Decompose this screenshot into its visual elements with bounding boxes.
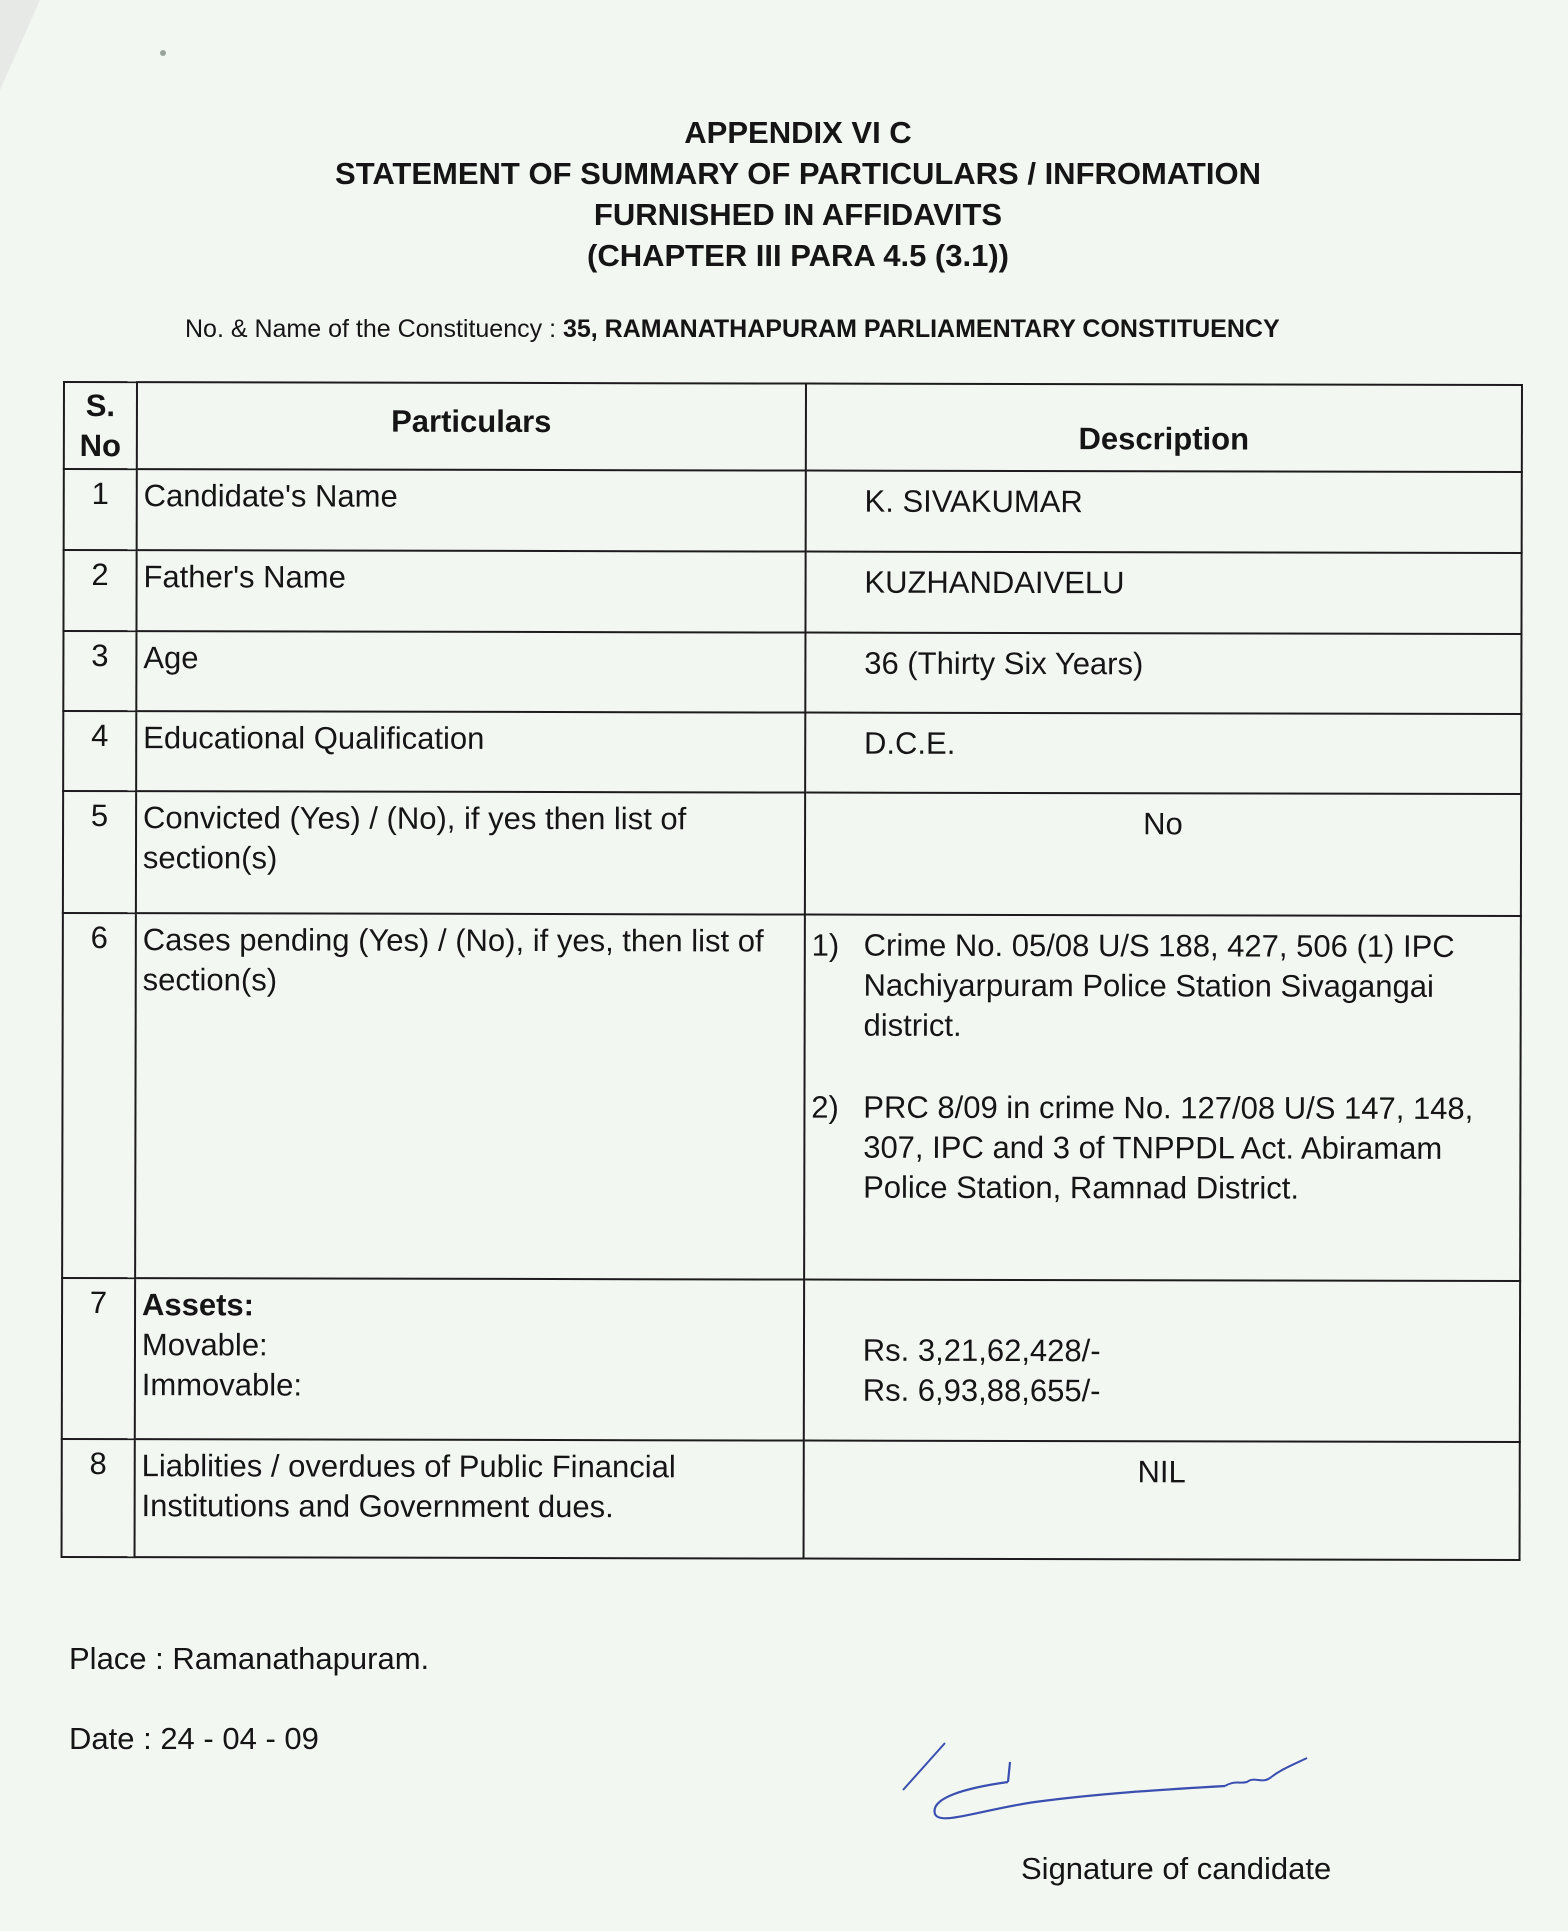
immovable-label: Immovable: — [141, 1367, 303, 1403]
row-sno: 4 — [63, 711, 136, 791]
case-number: 1) — [811, 927, 840, 963]
row-description: NIL — [803, 1441, 1519, 1560]
particulars-table — [61, 381, 1523, 1561]
movable-label: Movable: — [141, 1327, 268, 1363]
row-sno: 3 — [63, 631, 136, 711]
date-line: Date : 24 - 04 - 09 — [69, 1721, 319, 1756]
table-row — [62, 1439, 1520, 1560]
immovable-value: Rs. 6,93,88,655/- — [862, 1372, 1101, 1409]
document-heading — [0, 112, 1568, 276]
table-row — [64, 469, 1522, 553]
table-row — [62, 1278, 1520, 1442]
row-description: No — [805, 793, 1521, 916]
table-row — [63, 711, 1521, 794]
row-particular: Father's Name — [136, 550, 805, 632]
table-row — [63, 791, 1521, 916]
row-sno: 7 — [62, 1278, 135, 1439]
row-description: 36 (Thirty Six Years) — [805, 633, 1521, 714]
table-row — [63, 631, 1521, 714]
constituency-label: No. & Name of the Constituency : — [185, 315, 557, 343]
row-description: K. SIVAKUMAR — [805, 471, 1521, 553]
case-spacer — [863, 1046, 1501, 1089]
row-particular: Liablities / overdues of Public Financial Institutions and Government dues. — [134, 1439, 803, 1558]
row-particular: Educational Qualification — [136, 711, 805, 792]
case-text: PRC 8/09 in crime No. 127/08 U/S 147, 148, 307, IPC and 3 of TNPPDL Act. Abiramam Police Station, Ramnad District. — [863, 1089, 1474, 1206]
row-description: D.C.E. — [805, 713, 1521, 794]
table-row — [63, 550, 1521, 634]
row-sno: 5 — [63, 791, 136, 913]
row-particular: Cases pending (Yes) / (No), if yes, then list of section(s) — [135, 913, 805, 1279]
page-corner-fold — [0, 0, 40, 90]
case-number: 2) — [811, 1089, 839, 1125]
chapter-reference: (CHAPTER III PARA 4.5 (3.1)) — [587, 238, 1009, 273]
row-particular: Candidate's Name — [137, 469, 806, 551]
place-line: Place : Ramanathapuram. — [69, 1641, 430, 1676]
constituency-line — [185, 315, 1280, 344]
candidate-signature — [895, 1740, 1315, 1830]
movable-value: Rs. 3,21,62,428/- — [862, 1332, 1101, 1369]
header-description: Description — [806, 384, 1522, 472]
row-sno: 6 — [62, 913, 136, 1278]
case-text: Crime No. 05/08 U/S 188, 427, 506 (1) IPC Nachiyarpuram Police Station Sivagangai district. — [863, 927, 1455, 1043]
case-entry — [811, 926, 1501, 1047]
paper-speck — [160, 50, 166, 56]
signature-label: Signature of candidate — [1021, 1851, 1332, 1886]
assets-title: Assets: — [141, 1287, 255, 1323]
row-sno: 2 — [63, 550, 136, 631]
cases-description — [804, 915, 1521, 1281]
row-sno: 8 — [62, 1439, 135, 1557]
table-header-row — [64, 382, 1522, 472]
row-description: KUZHANDAIVELU — [805, 552, 1521, 634]
header-sno: S. No — [64, 382, 137, 469]
assets-particular — [135, 1278, 804, 1440]
statement-title: STATEMENT OF SUMMARY OF PARTICULARS / INFROMATION — [335, 156, 1261, 191]
case-entry — [811, 1088, 1501, 1209]
constituency-value: 35, RAMANATHAPURAM PARLIAMENTARY CONSTITUENCY — [562, 315, 1280, 343]
header-particulars: Particulars — [137, 382, 806, 470]
assets-description — [804, 1280, 1521, 1442]
appendix-title: APPENDIX VI C — [684, 115, 912, 150]
row-particular: Convicted (Yes) / (No), if yes then list of section(s) — [136, 791, 805, 914]
table-row — [62, 913, 1521, 1281]
row-particular: Age — [136, 631, 805, 712]
affidavit-subtitle: FURNISHED IN AFFIDAVITS — [593, 197, 1003, 232]
row-sno: 1 — [64, 469, 137, 550]
